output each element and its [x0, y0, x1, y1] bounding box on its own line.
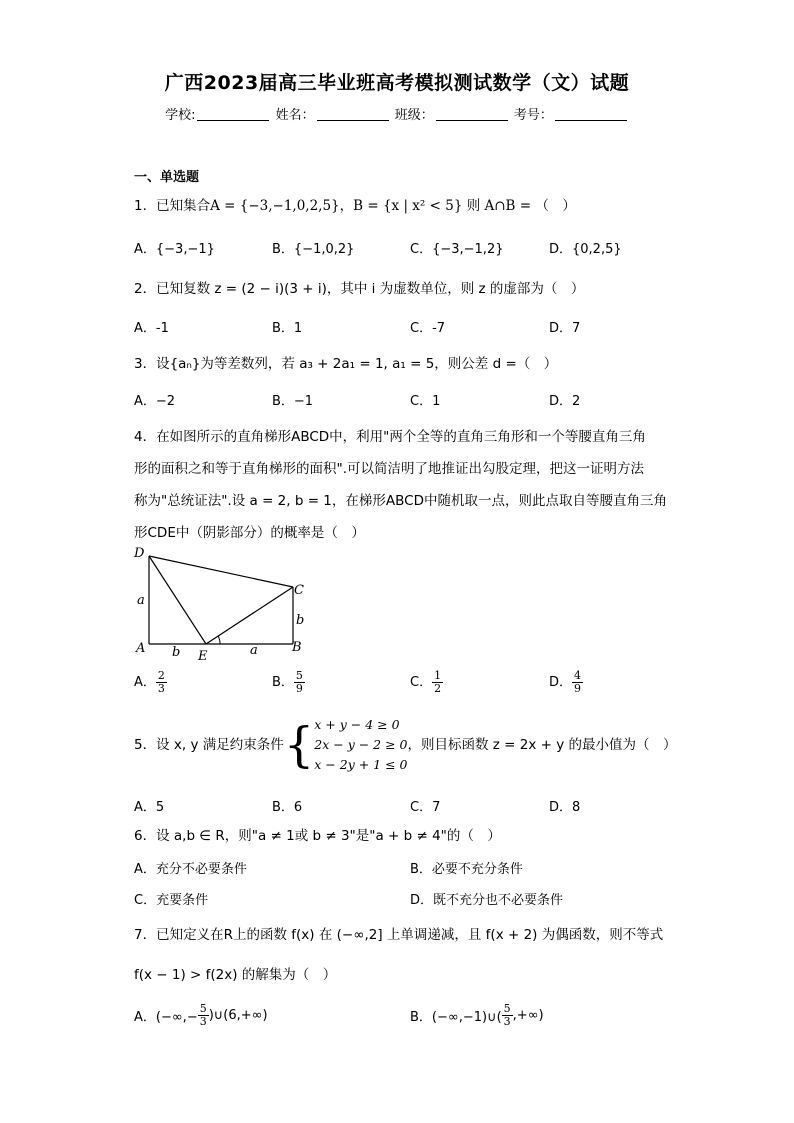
- class-label: 班级：: [394, 108, 434, 123]
- school-label: 学校:: [165, 108, 196, 123]
- q7-option-b-num: 5: [503, 1002, 511, 1015]
- q6-option-a[interactable]: A．充分不必要条件: [134, 862, 247, 877]
- q7-option-b-pre: B．(−∞,−1)∪(: [410, 1010, 502, 1025]
- q7-option-a-num: 5: [199, 1002, 207, 1015]
- question-4: [134, 421, 694, 549]
- q7-option-b-post: ,+∞): [512, 1008, 544, 1023]
- angle-mark: [218, 636, 220, 644]
- q4-option-c-den: 2: [434, 682, 442, 695]
- q4-option-c-letter: C．: [410, 675, 433, 690]
- section-title: 一、单选题: [134, 170, 200, 185]
- name-label: 姓名：: [275, 108, 315, 123]
- q3-option-c[interactable]: C．1: [410, 394, 441, 409]
- q3-option-a[interactable]: A．−2: [134, 394, 176, 409]
- label-a-left-side: a: [137, 593, 145, 608]
- q4-option-c[interactable]: [410, 670, 443, 695]
- q4-option-d-den: 9: [574, 682, 582, 695]
- q2-option-d[interactable]: D．7: [549, 321, 581, 336]
- q4-option-c-num: 1: [434, 669, 442, 682]
- q2-option-a[interactable]: A．-1: [134, 321, 169, 336]
- label-d: D: [134, 546, 145, 561]
- label-b-bottom: b: [172, 645, 181, 660]
- question-7-line-1: 7．已知定义在R上的函数 f(x) 在 (−∞,2] 上单调递减，且 f(x + 2) 为偶函数，则不等式: [134, 927, 664, 943]
- q1-set-b: ，B = {x | x² < 5} 则 A∩B = （ ）: [339, 198, 576, 214]
- q7-option-a-post: )∪(6,+∞): [208, 1008, 268, 1023]
- q5-suffix: ，则目标函数 z = 2x + y 的最小值为（ ）: [407, 737, 677, 753]
- q5-option-c[interactable]: C．7: [410, 800, 441, 815]
- question-3: 3．设{aₙ}为等差数列，若 a₃ + 2a₁ = 1, a₁ = 5，则公差 d =（ ）: [134, 356, 558, 372]
- q4-option-b-num: 5: [295, 669, 303, 682]
- q5-constraint-2: 2x − y − 2 ≥ 0: [314, 737, 408, 752]
- q5-option-a[interactable]: A．5: [134, 800, 165, 815]
- q4-option-d-fraction: [572, 670, 583, 695]
- q7-option-a-pre: A．(−∞,−: [134, 1010, 198, 1025]
- q1-option-b[interactable]: B．{−1,0,2}: [272, 242, 355, 257]
- exam-no-blank[interactable]: [555, 108, 627, 121]
- q4-option-a-fraction: [156, 670, 167, 695]
- question-6: 6．设 a,b ∈ R，则"a ≠ 1或 b ≠ 3"是"a + b ≠ 4"的（ ）: [134, 828, 501, 844]
- q4-option-a-letter: A．: [134, 675, 156, 690]
- q3-option-b[interactable]: B．−1: [272, 394, 314, 409]
- q5-constraint-3: x − 2y + 1 ≤ 0: [314, 757, 408, 772]
- q4-option-b-den: 9: [295, 682, 303, 695]
- q5-constraint-system: [314, 715, 407, 775]
- q4-line-3: 称为"总统证法".设 a = 2, b = 1，在梯形ABCD中随机取一点，则此点取自等腰直角三角: [134, 493, 667, 509]
- q5-brace: {: [283, 717, 315, 773]
- class-blank[interactable]: [436, 108, 508, 121]
- q4-line-1: 4．在如图所示的直角梯形ABCD中，利用"两个全等的直角三角形和一个等腰直角三角: [134, 429, 646, 445]
- q1-option-d[interactable]: D．{0,2,5}: [549, 242, 622, 257]
- q5-prefix: 5．设 x, y 满足约束条件: [134, 737, 284, 753]
- q1-option-a[interactable]: A．{−3,−1}: [134, 242, 215, 257]
- q1-set-a: A = {−3,−1,0,2,5}: [210, 198, 340, 214]
- q4-line-4: 形CDE中（阴影部分）的概率是（ ）: [134, 525, 365, 541]
- q4-option-b-fraction: [294, 670, 305, 695]
- q7-option-a[interactable]: [134, 1003, 268, 1028]
- q6-option-b[interactable]: B．必要不充分条件: [410, 862, 523, 877]
- q1-prefix: 1．已知集合: [134, 198, 211, 214]
- page-title: 广西2023届高三毕业班高考模拟测试数学（文）试题: [164, 72, 630, 94]
- q7-option-a-fraction: [198, 1003, 209, 1028]
- q4-option-a-den: 3: [157, 682, 165, 695]
- q5-option-b[interactable]: B．6: [272, 800, 303, 815]
- q1-option-c[interactable]: C．{−3,−1,2}: [410, 242, 504, 257]
- q4-option-d[interactable]: [549, 670, 583, 695]
- q4-trapezoid-figure: [128, 544, 318, 662]
- q3-option-d[interactable]: D．2: [549, 394, 581, 409]
- q4-option-a-num: 2: [157, 669, 165, 682]
- q6-option-c[interactable]: C．充要条件: [134, 893, 209, 908]
- q7-option-a-den: 3: [199, 1015, 207, 1028]
- name-blank[interactable]: [317, 108, 389, 121]
- q7-option-b[interactable]: [410, 1003, 544, 1028]
- label-c: C: [294, 583, 304, 598]
- q5-option-d[interactable]: D．8: [549, 800, 581, 815]
- shaded-triangle-cde: [149, 556, 293, 644]
- q2-option-c[interactable]: C．-7: [410, 321, 446, 336]
- label-b-vertex: B: [292, 640, 302, 655]
- q7-option-b-den: 3: [503, 1015, 511, 1028]
- label-e: E: [198, 649, 208, 662]
- school-blank[interactable]: [197, 108, 269, 121]
- q4-option-a[interactable]: [134, 670, 167, 695]
- q7-option-b-fraction: [502, 1003, 513, 1028]
- question-1: [134, 196, 674, 216]
- q2-option-b[interactable]: B．1: [272, 321, 303, 336]
- label-a-bottom: a: [250, 643, 258, 658]
- q4-option-d-letter: D．: [549, 675, 573, 690]
- q4-line-2: 形的面积之和等于直角梯形的面积".可以简洁明了地推证出勾股定理，把这一证明方法: [134, 461, 644, 477]
- q4-option-c-fraction: [432, 670, 443, 695]
- exam-no-label: 考号：: [513, 108, 553, 123]
- question-5: [134, 715, 694, 775]
- q4-option-d-num: 4: [574, 669, 582, 682]
- question-7-line-2: f(x − 1) > f(2x) 的解集为（ ）: [134, 967, 337, 983]
- question-2: 2．已知复数 z = (2 − i)(3 + i)，其中 i 为虚数单位，则 z 的虚部为（ ）: [134, 281, 585, 297]
- student-info-line: [0, 104, 794, 123]
- q5-constraint-1: x + y − 4 ≥ 0: [314, 717, 400, 732]
- q4-option-b[interactable]: [272, 670, 305, 695]
- label-a-vertex: A: [136, 641, 146, 656]
- q4-option-b-letter: B．: [272, 675, 294, 690]
- label-b-right-side: b: [296, 613, 305, 628]
- q6-option-d[interactable]: D．既不充分也不必要条件: [410, 893, 564, 908]
